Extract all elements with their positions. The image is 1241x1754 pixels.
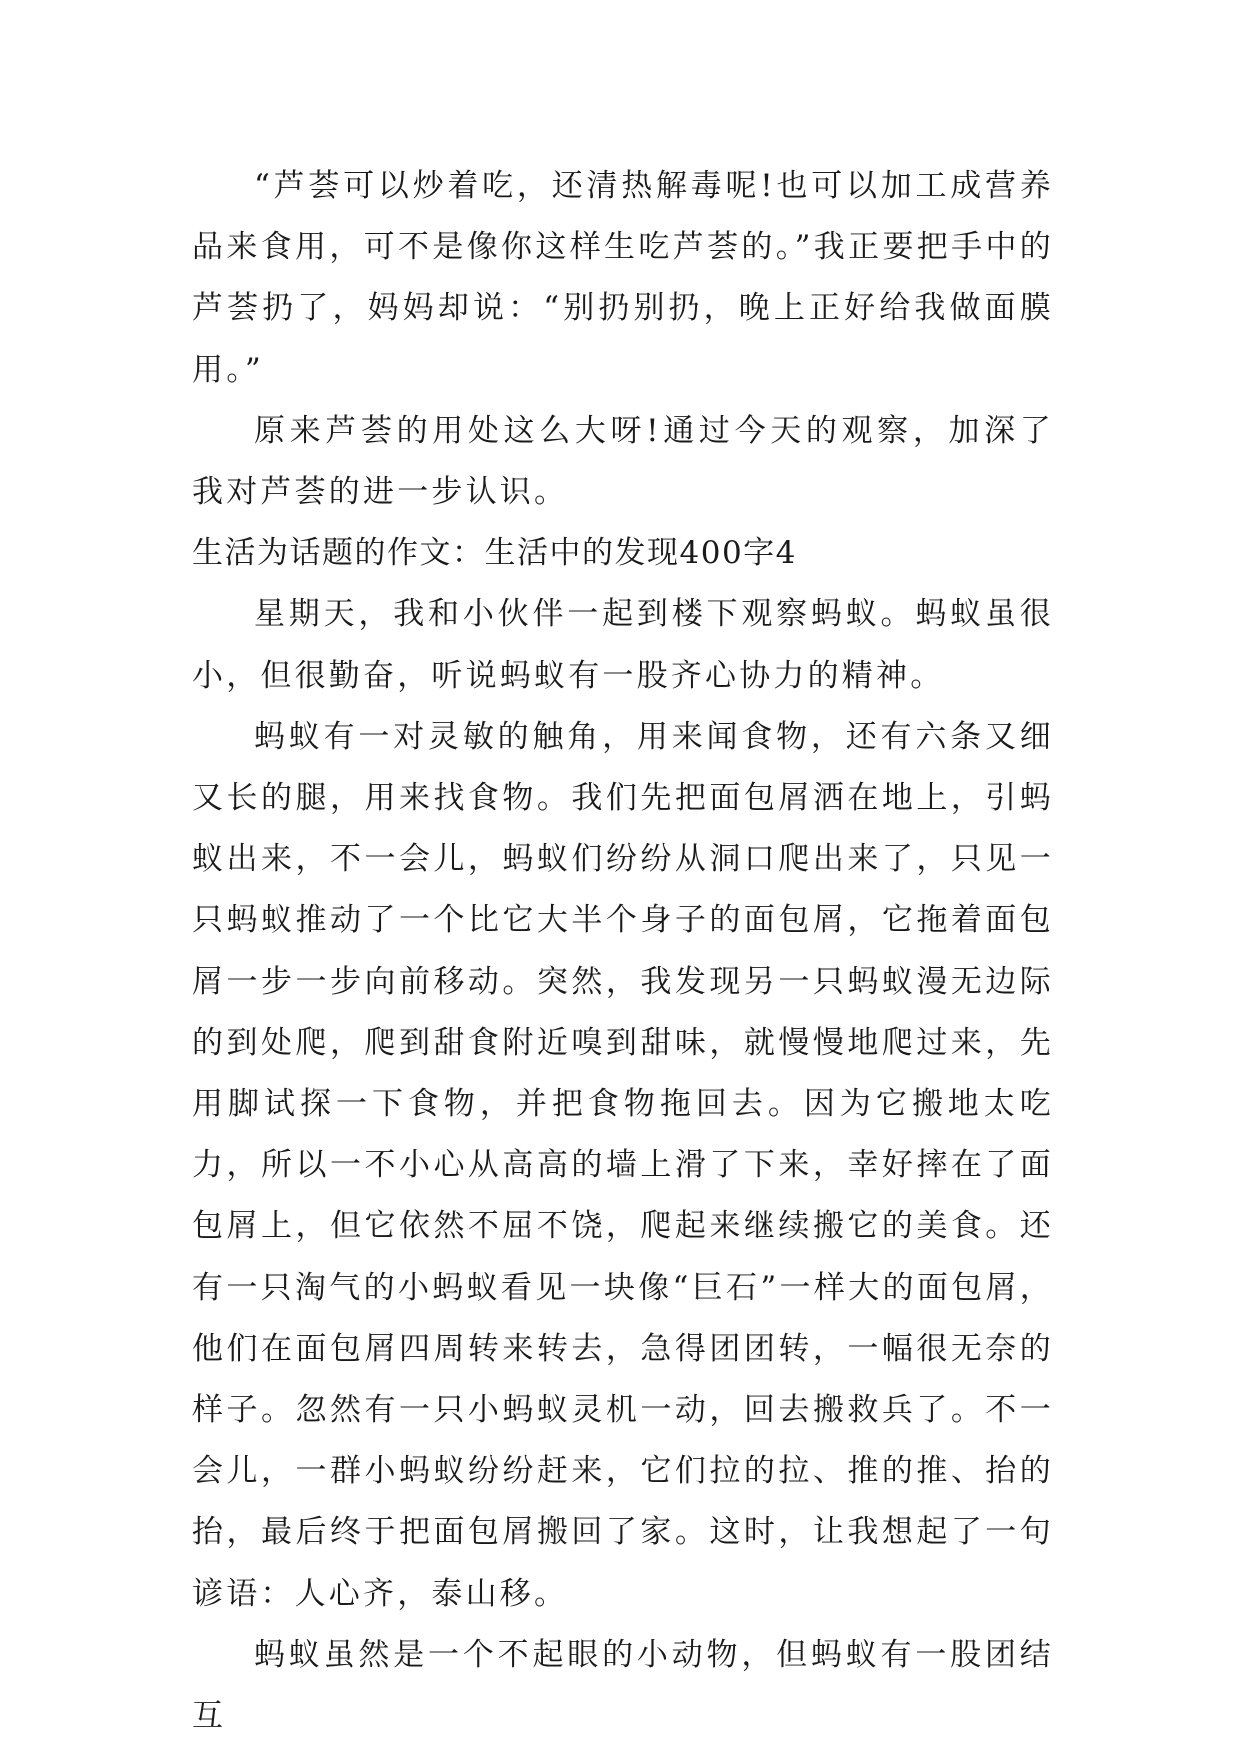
section-heading: 生活为话题的作文：生活中的发现400字4 xyxy=(192,535,797,572)
paragraph-aloe-conclusion: 原来芦荟的用处这么大呀!通过今天的观察，加深了我对芦荟的进一步认识。 xyxy=(192,412,1054,511)
paragraph-aloe-cooking: “芦荟可以炒着吃，还清热解毒呢!也可以加工成营养品来食用，可不是像你这样生吃芦荟的。”我正要把手中的芦荟扔了，妈妈却说：“别扔别扔，晚上正好给我做面膜用。” xyxy=(192,168,1054,388)
document-body xyxy=(192,156,1054,1747)
paragraph-ant-closing: 蚂蚁虽然是一个不起眼的小动物，但蚂蚁有一股团结互 xyxy=(192,1636,1054,1735)
paragraph-ant-observation: 蚂蚁有一对灵敏的触角，用来闻食物，还有六条又细又长的腿，用来找食物。我们先把面包屑洒在地上，引蚂蚁出来，不一会儿，蚂蚁们纷纷从洞口爬出来了，只见一只蚂蚁推动了一个比它大半个身子的面包屑，它拖着面包屑一步一步向前移动。突然，我发现另一只蚂蚁漫无边际的到处爬，爬到甜食附近嗅到甜味，就慢慢地爬过来，先用脚试探一下食物，并把食物拖回去。因为它搬地太吃力，所以一不小心从高高的墙上滑了下来，幸好摔在了面包屑上，但它依然不屈不饶，爬起来继续搬它的美食。还有一只淘气的小蚂蚁看见一块像“巨石”一样大的面包屑，他们在面包屑四周转来转去，急得团团转，一幅很无奈的样子。忽然有一只小蚂蚁灵机一动，回去搬救兵了。不一会儿，一群小蚂蚁纷纷赶来，它们拉的拉、推的推、抬的抬，最后终于把面包屑搬回了家。这时，让我想起了一句谚语：人心齐，泰山移。 xyxy=(192,718,1054,1612)
paragraph-ant-intro: 星期天，我和小伙伴一起到楼下观察蚂蚁。蚂蚁虽很小，但很勤奋，听说蚂蚁有一股齐心协力的精神。 xyxy=(192,596,1054,694)
